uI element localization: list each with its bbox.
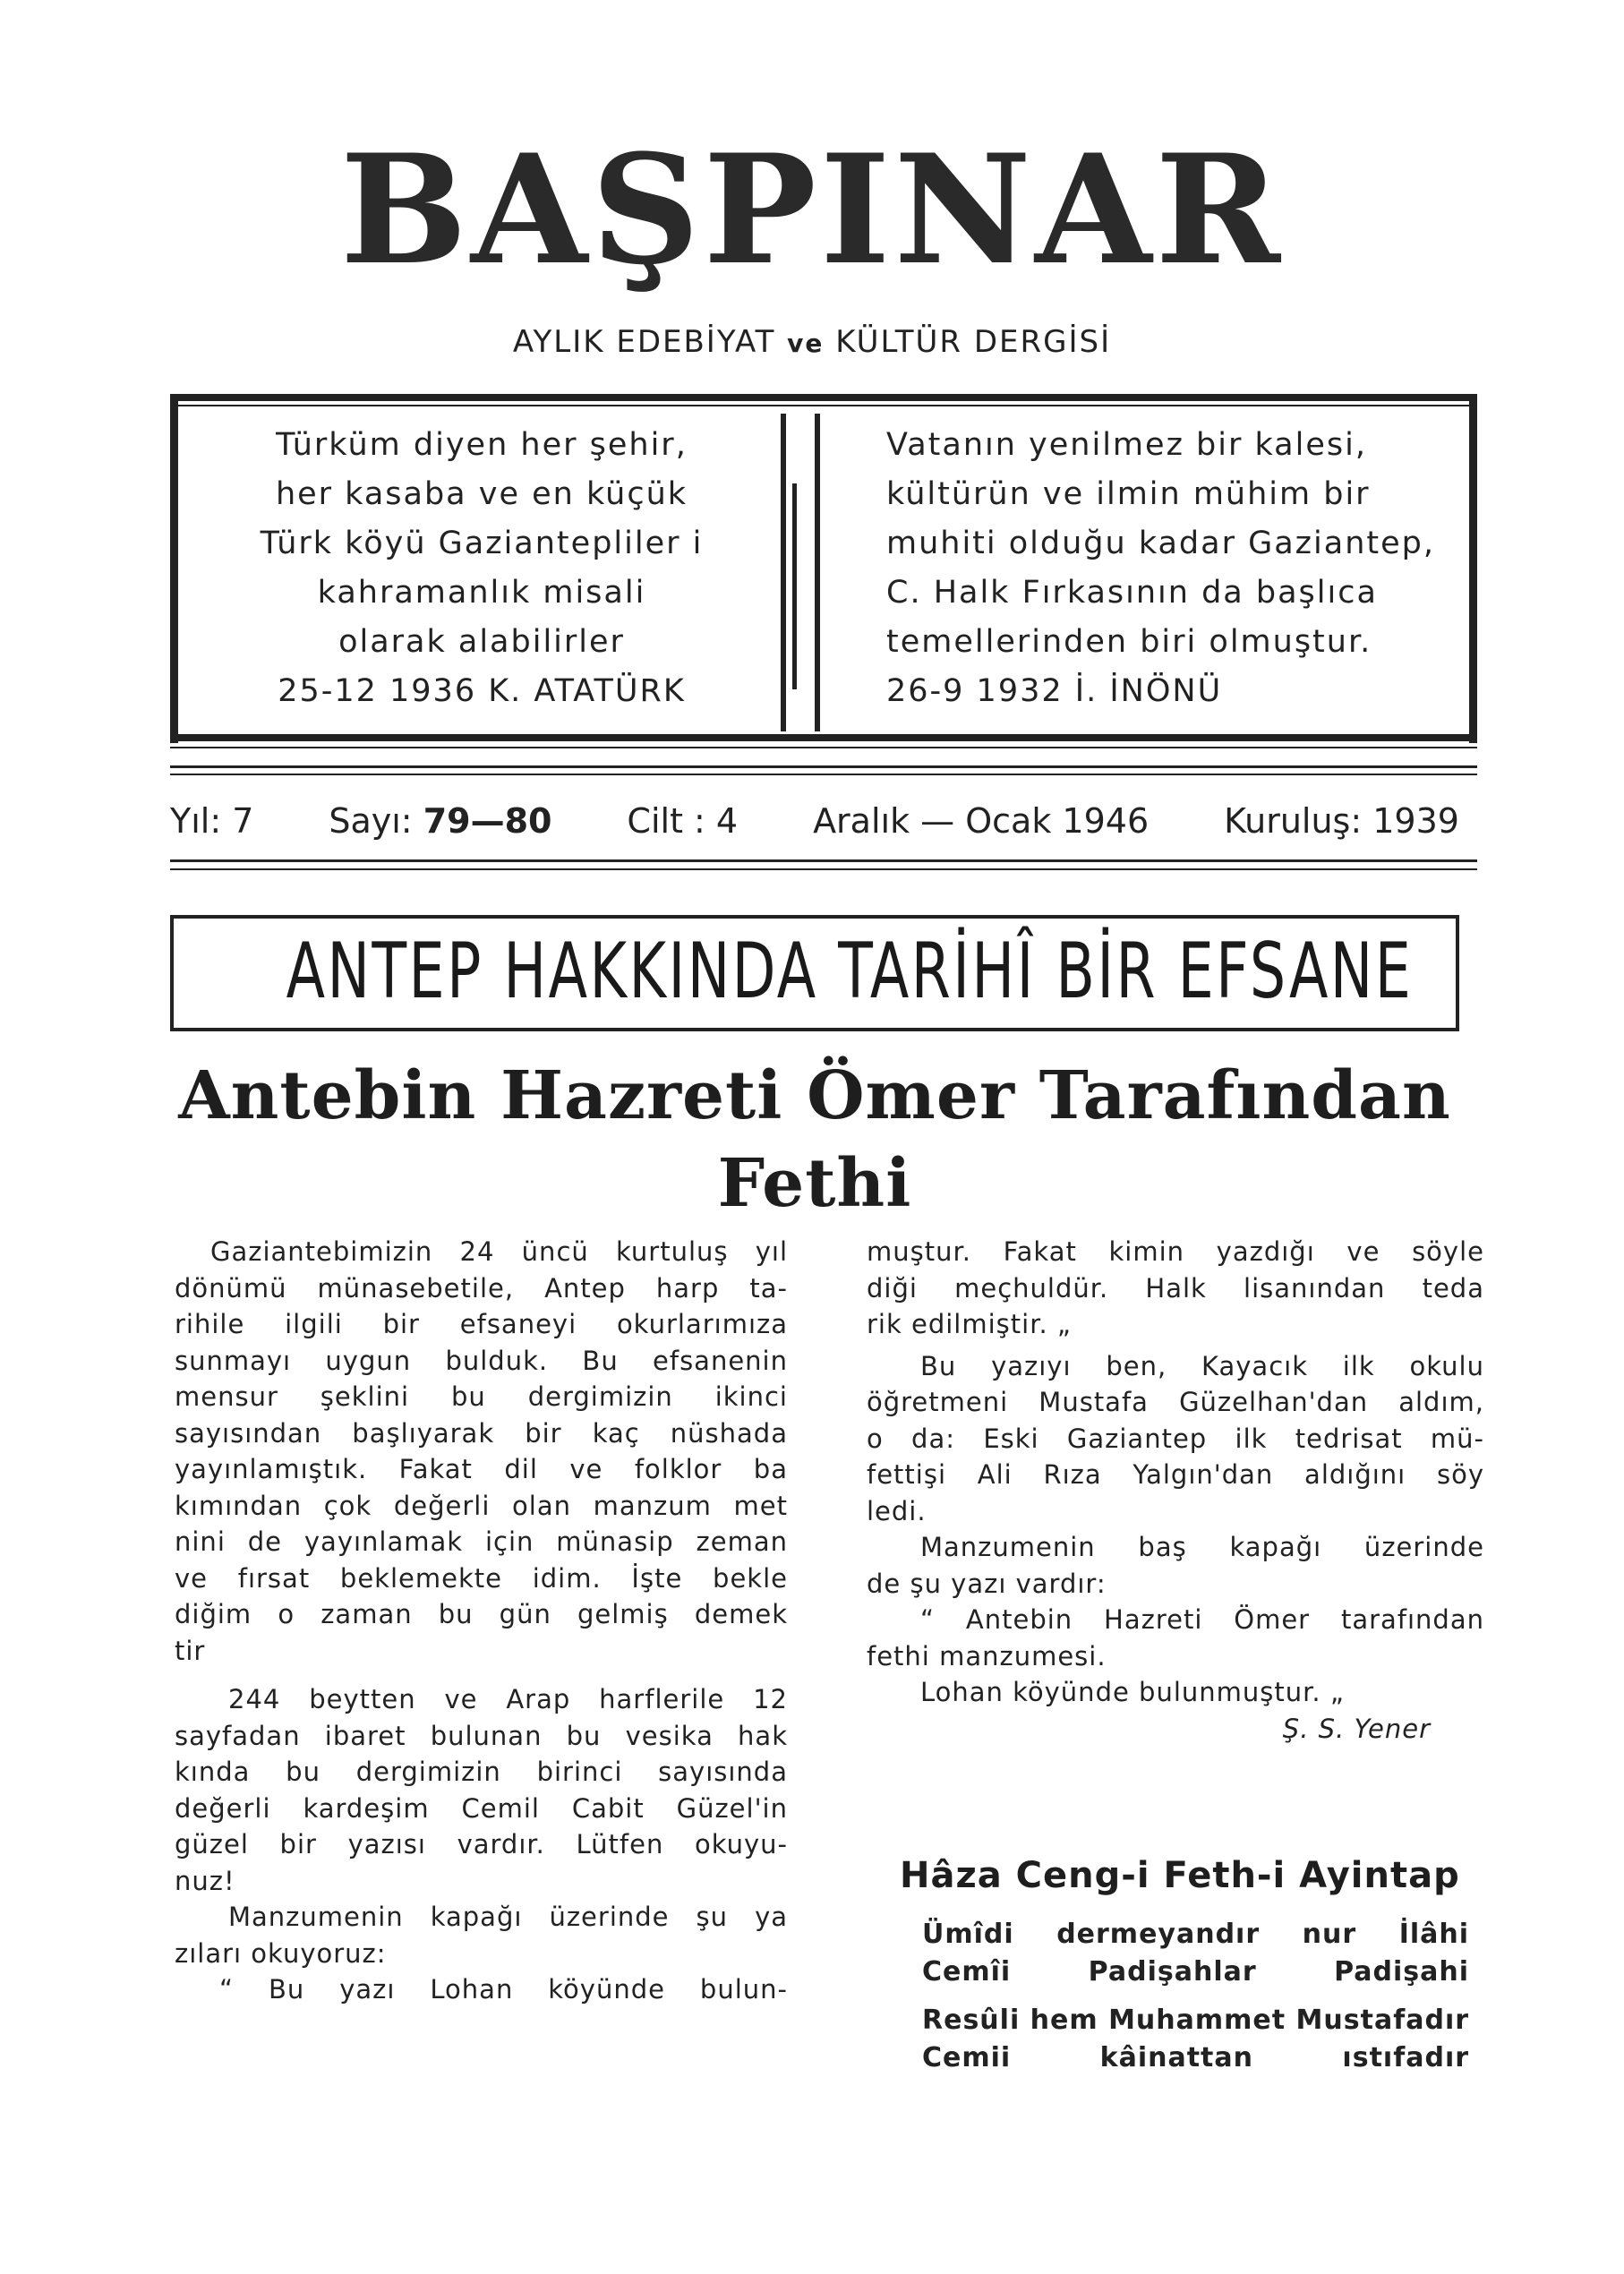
masthead-title: BAŞPINAR <box>339 121 1285 298</box>
text-line: Manzumenin kapağı üzerinde şu ya <box>228 1902 788 1932</box>
author-signature: Ş. S. Yener <box>1282 1713 1431 1744</box>
issue-line <box>170 801 1459 841</box>
text-line: muştur. Fakat kimin yazdığı ve söyle <box>867 1236 1484 1267</box>
text-line: sayısından başlıyarak bir kaç nüshada <box>175 1417 788 1449</box>
text-line: tir <box>175 1635 206 1666</box>
quote-line: olarak alabilirler <box>338 624 625 660</box>
issue-number-label: Sayı: <box>329 801 413 841</box>
text-line: “ Antebin Hazreti Ömer tarafından <box>920 1604 1484 1635</box>
text-line: dönümü münasebetile, Antep harp ta- <box>175 1272 788 1304</box>
text-line: Gaziantebimizin 24 üncü kurtuluş yıl <box>210 1236 788 1267</box>
quote-divider-3 <box>815 414 820 731</box>
text-line: öğretmeni Mustafa Güzelhan'dan aldım, <box>867 1387 1484 1417</box>
quote-ataturk <box>204 421 759 716</box>
text-line: 244 beytten ve Arap harflerile 12 <box>228 1684 788 1714</box>
text-line: de şu yazı vardır: <box>867 1568 1107 1599</box>
text-line: “ Bu yazı Lohan köyünde bulun- <box>219 1974 788 2005</box>
subtitle-part-a: AYLIK EDEBİYAT <box>512 324 776 360</box>
text-line: nuz! <box>175 1865 235 1896</box>
quote-inonu <box>886 421 1441 716</box>
quote-signature: 25-12 1936 K. ATATÜRK <box>278 673 686 709</box>
poem-title: Hâza Ceng-i Feth-i Ayintap <box>900 1855 1460 1896</box>
issue-year: Yıl: 7 <box>170 801 254 841</box>
quote-divider-2 <box>792 483 797 689</box>
article-title-line-2: Fethi <box>717 1145 912 1222</box>
text-line: sunmayı uygun bulduk. Bu efsanenin <box>175 1345 788 1376</box>
poem-line: Cemîi Padişahlar Padişahi <box>922 1956 1470 1988</box>
text-line: fethi manzumesi. <box>867 1640 1107 1671</box>
quote-line: temellerinden biri olmuştur. <box>886 624 1372 660</box>
quote-line: Türk köyü Gaziantepliler i <box>260 526 704 561</box>
issue-bottom-rule <box>170 859 1477 862</box>
poem-line: Ümîdi dermeyandır nur İlâhi <box>922 1919 1470 1950</box>
issue-top-rule <box>170 765 1477 768</box>
text-line: sayfadan ibaret bulunan bu vesika hak <box>175 1720 788 1751</box>
poem-line: Resûli hem Muhammet Mustafadır <box>922 2005 1470 2036</box>
text-line: diği meçhuldür. Halk lisanından teda <box>867 1272 1484 1304</box>
article-left-column <box>175 1234 788 2008</box>
text-line: ledi. <box>867 1495 927 1526</box>
issue-bottom-rule-2 <box>170 868 1477 870</box>
text-line: Manzumenin baş kapağı üzerinde <box>920 1532 1484 1562</box>
text-line: rihile ilgili bir efsaneyi okurlarımıza <box>175 1309 788 1339</box>
text-line: yayınlamıştık. Fakat dil ve folklor ba <box>175 1454 788 1484</box>
masthead-subtitle <box>0 324 1624 360</box>
issue-founded: Kuruluş: 1939 <box>1224 801 1459 841</box>
issue-top-rule-2 <box>170 774 1477 775</box>
text-line: o da: Eski Gaziantep ilk tedrisat mü- <box>867 1423 1484 1454</box>
subtitle-ve: ve <box>787 329 825 358</box>
issue-number-value: 79—80 <box>423 801 552 841</box>
text-line: güzel bir yazısı vardır. Lütfen okuyu- <box>175 1829 788 1859</box>
article-right-column <box>867 1234 1484 1747</box>
text-line: Lohan köyünde bulunmuştur. „ <box>920 1677 1345 1707</box>
quote-bottom-rule-thin <box>170 747 1477 748</box>
headline: ANTEP HAKKINDA TARİHÎ BİR EFSANE <box>286 927 1414 1016</box>
issue-date: Aralık — Ocak 1946 <box>813 801 1150 841</box>
text-line: rik edilmiştir. „ <box>867 1309 1072 1339</box>
poem-body <box>922 1916 1469 2077</box>
quote-line: kahramanlık misali <box>317 575 646 611</box>
quote-signature: 26-9 1932 İ. İNÖNÜ <box>886 673 1223 709</box>
quote-line: kültürün ve ilmin mühim bir <box>886 476 1371 512</box>
poem-line: Cemii kâinattan ıstıfadır <box>922 2042 1470 2073</box>
text-line: zıları okuyoruz: <box>175 1937 387 1969</box>
quote-line: her kasaba ve en küçük <box>275 476 688 512</box>
issue-volume: Cilt : 4 <box>627 801 739 841</box>
text-line: kında bu dergimizin birinci sayısında <box>175 1757 788 1787</box>
text-line: Bu yazıyı ben, Kayacık ilk okulu <box>920 1350 1484 1381</box>
quote-line: Vatanın yenilmez bir kalesi, <box>886 427 1367 463</box>
text-line: fettişi Ali Rıza Yalgın'dan aldığını söy <box>867 1459 1484 1490</box>
subtitle-part-b: KÜLTÜR DERGİSİ <box>835 324 1112 360</box>
quote-divider <box>781 414 786 731</box>
text-line: değerli kardeşim Cemil Cabit Güzel'in <box>175 1792 788 1824</box>
quote-line: muhiti olduğu kadar Gaziantep, <box>886 526 1435 561</box>
quote-line: Türküm diyen her şehir, <box>276 427 688 463</box>
text-line: diğim o zaman bu gün gelmiş demek <box>175 1599 788 1629</box>
quote-line: C. Halk Fırkasının da başlıca <box>886 575 1378 611</box>
text-line: kımından çok değerli olan manzum met <box>175 1490 788 1521</box>
article-title-line-1: Antebin Hazreti Ömer Tarafından <box>178 1057 1451 1134</box>
issue-number <box>329 801 551 841</box>
text-line: ve fırsat beklemekte idim. İşte bekle <box>175 1562 788 1594</box>
quote-bottom-rule <box>170 734 1477 741</box>
text-line: nini de yayınlamak için münasip zeman <box>175 1526 788 1557</box>
text-line: mensur şeklini bu dergimizin ikinci <box>175 1381 788 1412</box>
